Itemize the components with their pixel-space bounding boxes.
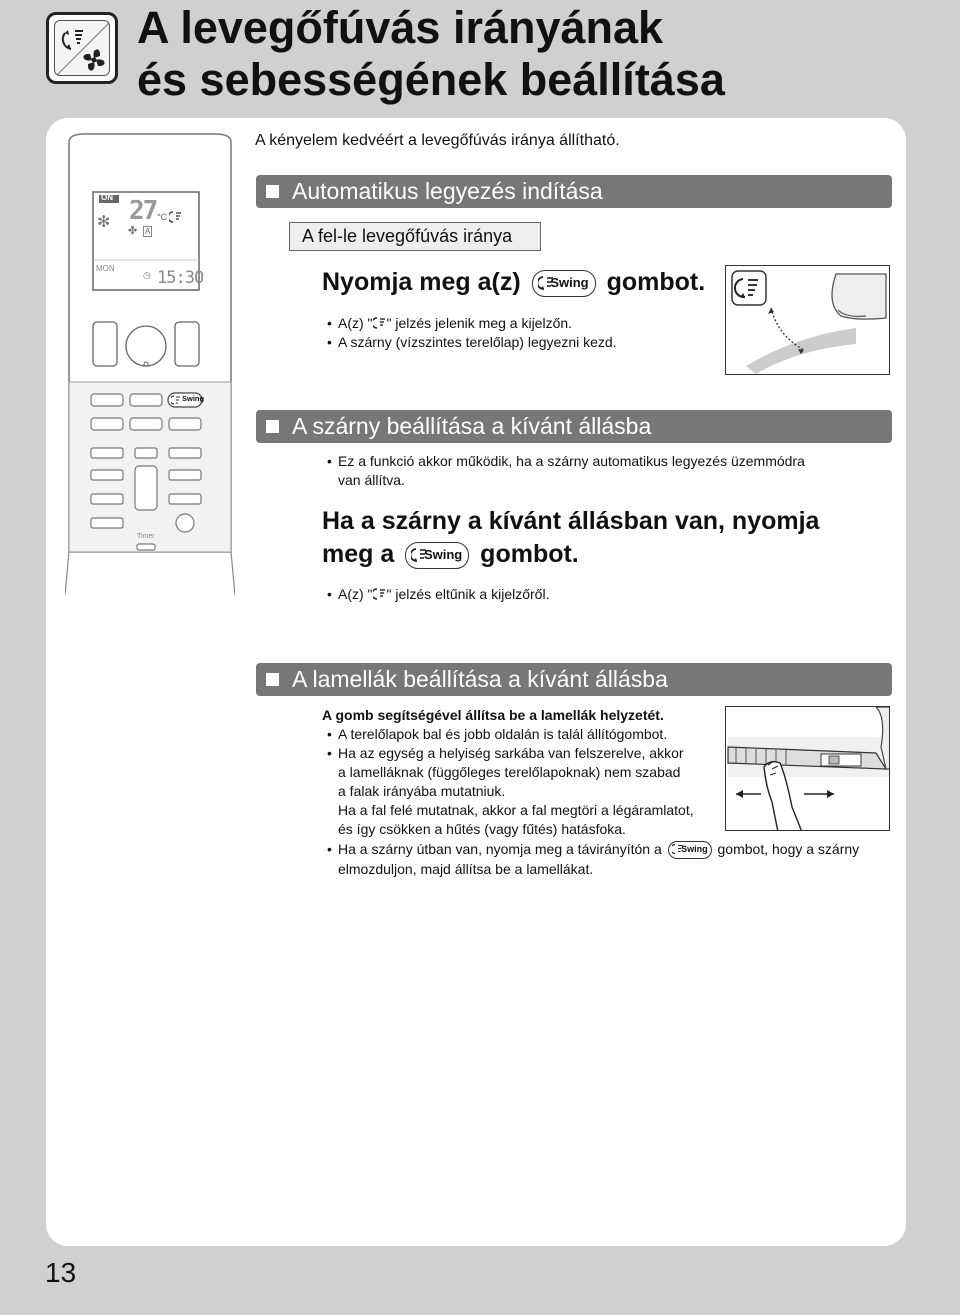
remote-swing-label: Swing xyxy=(182,394,205,403)
section-3-lead: A gomb segítségével állítsa be a lamellák helyzetét. xyxy=(322,707,664,723)
swing-icon xyxy=(373,316,387,330)
section-3-bullet-3-line-2: elmozduljon, majd állítsa be a lamellákat. xyxy=(338,861,594,877)
swing-icon xyxy=(411,546,429,564)
section-3-bullet-1: • A terelőlapok bal és jobb oldalán is talál állítógombot. xyxy=(327,726,668,742)
section-3-bullet-2-line-5: és így csökken a hűtés (vagy fűtés) hatásfoka. xyxy=(338,821,626,837)
bullet-text: Ha a szárny útban van, nyomja meg a távirányítón a xyxy=(338,841,662,857)
bullet-text: A(z) " xyxy=(338,586,373,602)
page-title xyxy=(137,2,725,106)
section-1-bullet-1: • A(z) " " jelzés jelenik meg a kijelzőn. xyxy=(327,315,573,331)
remote-on-label: ON xyxy=(101,193,113,202)
section-2-bullet-2: • A(z) " " jelzés eltűnik a kijelzőről. xyxy=(327,586,550,602)
bullet-text: " jelzés jelenik meg a kijelzőn. xyxy=(386,315,573,331)
section-3-heading xyxy=(256,663,892,696)
section-2-instruction-line-1: Ha a szárny a kívánt állásban van, nyomja xyxy=(322,507,820,535)
remote-fan-icon: ✤ xyxy=(128,225,138,237)
section-2-heading xyxy=(256,410,892,443)
bullet-text: A(z) " xyxy=(338,315,373,331)
remote-snowflake-icon: ✻ xyxy=(97,214,111,231)
instruction-text: meg a xyxy=(322,540,395,568)
remote-timer-label: Timer xyxy=(137,533,155,540)
swing-icon xyxy=(538,274,556,292)
section-1-instruction xyxy=(322,268,705,297)
instruction-text-end: gombot. xyxy=(606,268,706,296)
swing-button-label: Swing xyxy=(423,546,463,562)
flap-swing-figure xyxy=(725,265,890,375)
section-2-bullet-1-cont: van állítva. xyxy=(338,472,405,488)
section-bullet-square xyxy=(266,673,279,686)
section-2-heading-text: A szárny beállítása a kívánt állásba xyxy=(292,413,652,439)
section-bullet-square xyxy=(266,185,279,198)
intro-text: A kényelem kedvéért a levegőfúvás iránya állítható. xyxy=(255,132,620,149)
instruction-text: Nyomja meg a(z) xyxy=(322,268,521,296)
remote-clock-icon: ◷ xyxy=(143,270,151,280)
swing-button[interactable] xyxy=(668,841,712,859)
remote-control-illustration xyxy=(65,132,235,597)
bullet-text: A szárny (vízszintes terelőlap) legyezni kezd. xyxy=(338,334,617,350)
section-1-heading xyxy=(256,175,892,208)
bullet-text: gombot, hogy a szárny xyxy=(717,841,860,857)
page-title-line-1: A levegőfúvás irányának xyxy=(137,2,664,53)
section-3-bullet-2-line-3: a falak irányába mutatniuk. xyxy=(338,783,506,799)
section-1-heading-text: Automatikus legyezés indítása xyxy=(292,178,603,204)
instruction-text-end: gombot. xyxy=(480,540,579,568)
louver-adjust-figure xyxy=(725,706,890,831)
section-1-subheading: A fel-le levegőfúvás iránya xyxy=(289,222,541,251)
section-bullet-square xyxy=(266,420,279,433)
page-title-line-2: és sebességének beállítása xyxy=(137,54,725,105)
section-3-bullet-2: • Ha az egység a helyiség sarkába van felszerelve, akkor xyxy=(327,745,684,761)
bullet-text: Ez a funkció akkor működik, ha a szárny automatikus legyezés üzemmódra xyxy=(338,453,805,469)
section-3-heading-text: A lamellák beállítása a kívánt állásba xyxy=(292,666,668,692)
swing-fan-icon xyxy=(46,12,118,84)
swing-button-label: Swing xyxy=(681,844,708,855)
remote-clock: 15:30 xyxy=(157,268,204,288)
swing-button[interactable] xyxy=(405,542,469,569)
section-3-bullet-3: • Ha a szárny útban van, nyomja meg a távirányítón a Swing gombot, hogy a szárny xyxy=(338,840,859,859)
section-2-instruction-line-2 xyxy=(322,540,579,569)
page-number: 13 xyxy=(45,1257,77,1288)
remote-temperature: 27 xyxy=(129,196,157,226)
section-2-bullet-1: • Ez a funkció akkor működik, ha a szárny automatikus legyezés üzemmódra xyxy=(327,453,805,469)
remote-swing-indicator-icon xyxy=(169,210,183,229)
bullet-text: " jelzés eltűnik a kijelzőről. xyxy=(386,586,550,602)
bullet-text: Ha az egység a helyiség sarkába van felszerelve, akkor xyxy=(338,745,684,761)
swing-button-label: Swing xyxy=(550,274,589,290)
section-3-bullet-2-line-4: Ha a fal felé mutatnak, akkor a fal megtöri a légáramlatot, xyxy=(338,802,694,818)
section-3-bullet-2-line-2: a lamelláknak (függőleges terelőlapoknak) nem szabad xyxy=(338,764,681,780)
remote-swing-button[interactable] xyxy=(168,393,205,407)
remote-day: MON xyxy=(96,264,115,273)
bullet-text: A terelőlapok bal és jobb oldalán is talál állítógombot. xyxy=(338,726,668,742)
swing-button[interactable] xyxy=(532,270,596,297)
section-1-bullet-2: • A szárny (vízszintes terelőlap) legyezni kezd. xyxy=(327,334,617,350)
remote-temp-unit: °C xyxy=(157,212,168,222)
remote-mode-a: A xyxy=(145,227,151,236)
swing-icon xyxy=(672,843,684,855)
swing-icon xyxy=(373,587,387,601)
